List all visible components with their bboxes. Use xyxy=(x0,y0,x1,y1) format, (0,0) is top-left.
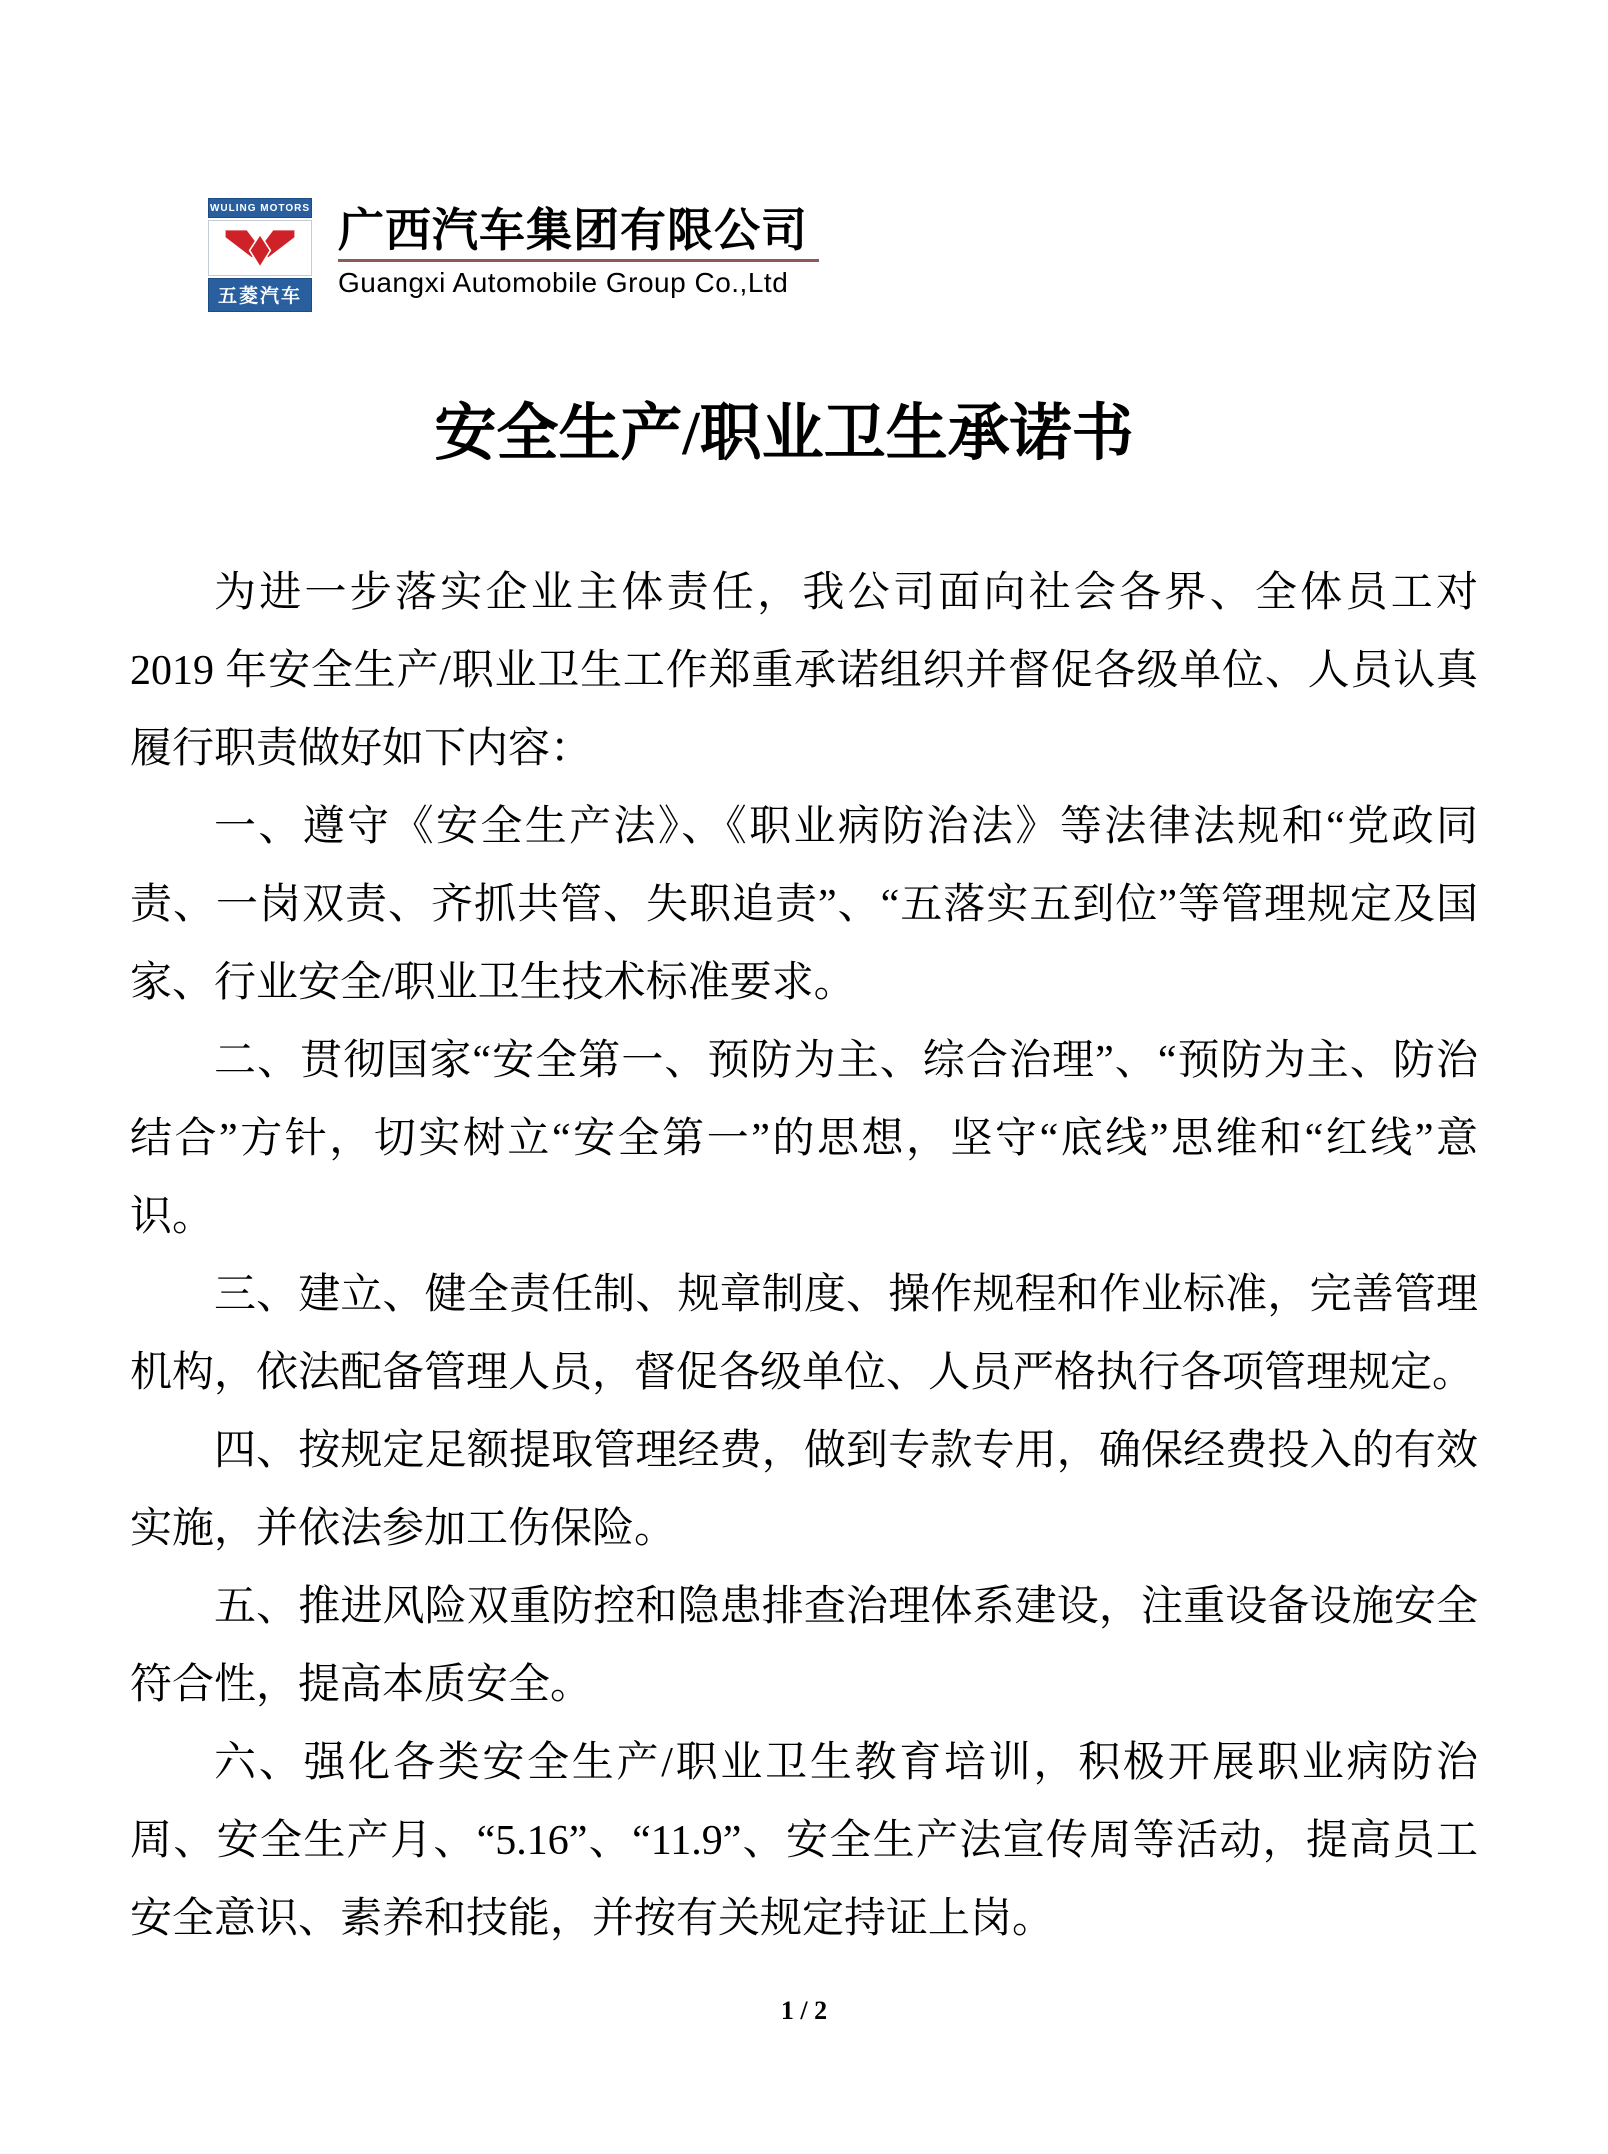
company-name-block xyxy=(338,198,819,298)
logo-top-banner: WULING MOTORS xyxy=(208,198,312,218)
document-title: 安全生产/职业卫生承诺书 xyxy=(434,400,1134,468)
letterhead xyxy=(208,198,819,312)
paragraph-item-5: 五、推进风险双重防控和隐患排查治理体系建设，注重设备设施安全符合性，提高本质安全。 xyxy=(130,1584,1478,1708)
header-divider xyxy=(338,259,819,262)
logo-emblem-box xyxy=(208,220,312,276)
paragraph-item-4: 四、按规定足额提取管理经费，做到专款专用，确保经费投入的有效实施，并依法参加工伤保险。 xyxy=(130,1428,1478,1552)
document-body xyxy=(130,554,1478,1958)
paragraph-item-1: 一、遵守《安全生产法》、《职业病防治法》等法律法规和“党政同责、一岗双责、齐抓共管、失职追责”、“五落实五到位”等管理规定及国家、行业安全/职业卫生技术标准要求。 xyxy=(130,804,1478,1006)
paragraph-item-3: 三、建立、健全责任制、规章制度、操作规程和作业标准，完善管理机构，依法配备管理人员，督促各级单位、人员严格执行各项管理规定。 xyxy=(130,1272,1478,1396)
paragraph-intro: 为进一步落实企业主体责任，我公司面向社会各界、全体员工对 2019 年安全生产/职业卫生工作郑重承诺组织并督促各级单位、人员认真履行职责做好如下内容： xyxy=(130,570,1478,772)
logo-bottom-banner: 五菱汽车 xyxy=(208,278,312,312)
company-name-en: Guangxi Automobile Group Co.,Ltd xyxy=(338,267,789,298)
page-number: 1 / 2 xyxy=(780,1996,828,2025)
paragraph-item-6: 六、强化各类安全生产/职业卫生教育培训，积极开展职业病防治周、安全生产月、“5.16”、“11.9”、安全生产法宣传周等活动，提高员工安全意识、素养和技能，并按有关规定持证上岗。 xyxy=(130,1740,1478,1942)
paragraph-item-2: 二、贯彻国家“安全第一、预防为主、综合治理”、“预防为主、防治结合”方针，切实树立“安全第一”的思想，坚守“底线”思维和“红线”意识。 xyxy=(130,1038,1478,1240)
company-name-cn: 广西汽车集团有限公司 xyxy=(338,204,808,256)
wuling-w-icon xyxy=(214,224,306,272)
company-logo xyxy=(208,198,312,312)
